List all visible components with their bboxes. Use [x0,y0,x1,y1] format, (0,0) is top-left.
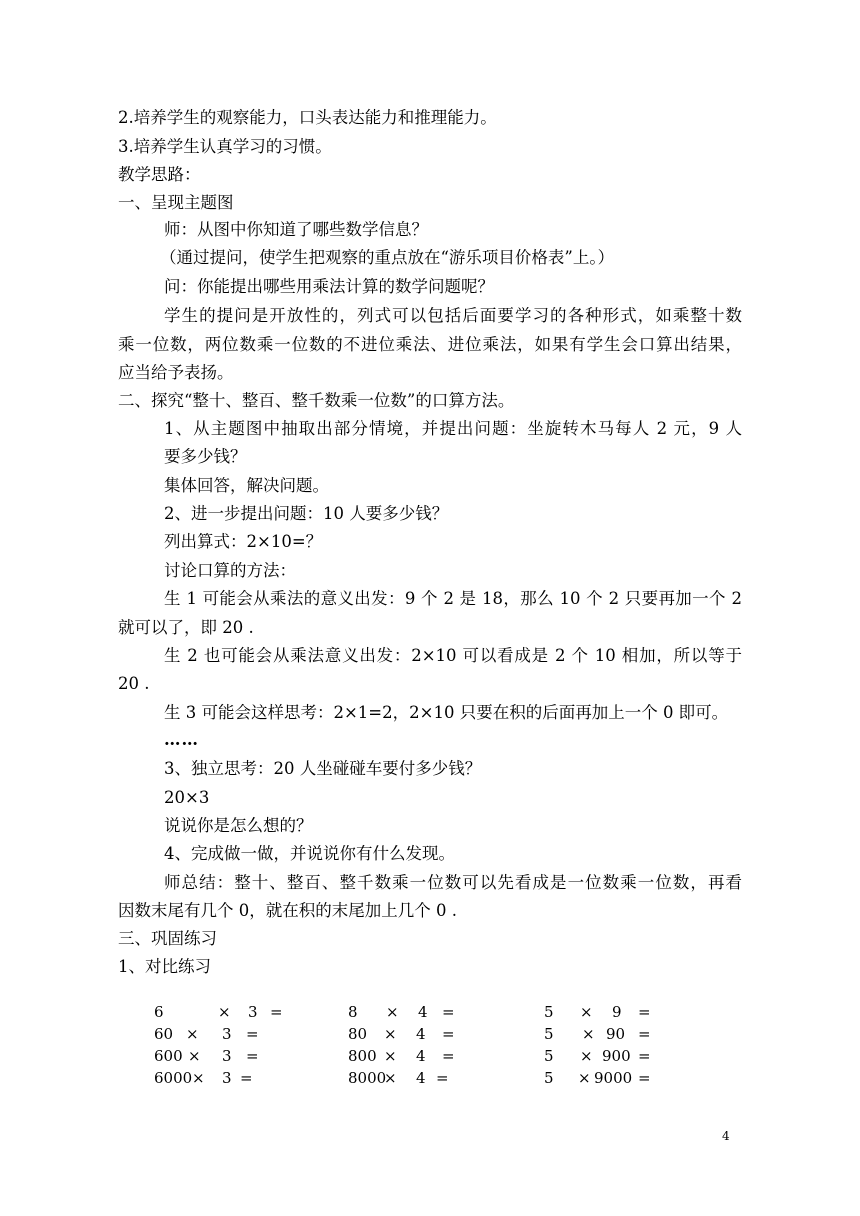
paragraph-line: 20 . [118,674,150,693]
paragraph-line: （通过提问，使学生把观察的重点放在“游乐项目价格表”上。） [160,248,615,267]
exercise-operand: 4 [416,1025,426,1043]
exercise-operand: 4 [416,1047,426,1065]
exercise-operand: 3 [222,1047,232,1065]
paragraph-line: 讨论口算的方法： [164,561,296,580]
exercise-equals: = [246,1047,259,1065]
exercise-operand: 6 [154,1003,164,1021]
exercise-operand: 6000 [154,1069,193,1087]
exercise-equals: = [442,1003,455,1021]
exercise-operand: 3 [222,1025,232,1043]
paragraph-line: 生 2 也可能会从乘法意义出发：2×10 可以看成是 2 个 10 相加，所以等于 [164,646,742,665]
section-heading-3: 三、巩固练习 [118,929,217,948]
exercise-equals: = [246,1025,259,1043]
paragraph-line: 4、完成做一做，并说说你有什么发现。 [164,844,455,863]
exercise-operator: × [582,1025,595,1043]
exercise-operand: 9000 [594,1069,633,1087]
exercise-equals: = [240,1069,253,1087]
exercise-operator: × [384,1025,397,1043]
exercise-operand: 5 [544,1025,554,1043]
paragraph-line: 师：从图中你知道了哪些数学信息？ [164,220,428,239]
exercise-operand: 800 [348,1047,377,1065]
exercise-operator: × [580,1003,593,1021]
exercise-row [0,1024,860,1044]
section-heading-teaching-ideas: 教学思路： [118,165,201,184]
exercise-operand: 3 [222,1069,232,1087]
exercise-equals: = [638,1069,651,1087]
exercise-operator: × [186,1025,199,1043]
exercise-operator: × [386,1003,399,1021]
paragraph-line: 学生的提问是开放性的，列式可以包括后面要学习的各种形式，如乘整十数 [164,306,742,325]
exercise-operand: 5 [544,1069,554,1087]
exercise-operand: 5 [544,1047,554,1065]
exercise-operator: × [188,1047,201,1065]
exercise-operand: 9 [612,1003,622,1021]
exercise-equals: = [638,1003,651,1021]
exercise-operand: 600 [154,1047,183,1065]
exercise-equals: = [436,1069,449,1087]
paragraph-line: 生 3 可能会这样思考：2×1=2，2×10 只要在积的后面再加上一个 0 即可。 [164,703,729,722]
exercise-operator: × [218,1003,231,1021]
paragraph-line: 3、独立思考：20 人坐碰碰车要付多少钱？ [164,759,482,778]
exercise-operand: 60 [154,1025,174,1043]
paragraph-line: 2、进一步提出问题：10 人要多少钱？ [164,504,449,523]
exercise-row [0,1002,860,1022]
paragraph-line: 因数末尾有几个 0，就在积的末尾加上几个 0 . [118,901,457,920]
exercise-operator: × [384,1047,397,1065]
section-heading-2: 二、探究“整十、整百、整千数乘一位数”的口算方法。 [118,391,515,410]
paragraph-line: 要多少钱？ [164,447,247,466]
paragraph-line: 1、从主题图中抽取出部分情境，并提出问题：坐旋转木马每人 2 元，9 人 [164,419,742,438]
paragraph-line: 应当给予表扬。 [118,363,234,382]
exercise-operator: × [580,1047,593,1065]
section-heading-1: 一、呈现主题图 [118,193,234,212]
exercise-equals: = [638,1025,651,1043]
paragraph-line: 乘一位数，两位数乘一位数的不进位乘法、进位乘法，如果有学生会口算出结果， [118,335,742,354]
exercise-operand: 5 [544,1003,554,1021]
objective-3: 3.培养学生认真学习的习惯。 [118,137,332,156]
exercise-row [0,1046,860,1066]
exercise-operand: 8 [348,1003,358,1021]
paragraph-line: 说说你是怎么想的？ [164,816,313,835]
exercise-equals: = [638,1047,651,1065]
exercise-operand: 8000 [348,1069,387,1087]
paragraph-line: 20×3 [164,788,210,807]
exercise-operator: × [192,1069,205,1087]
paragraph-line: 师总结：整十、整百、整千数乘一位数可以先看成是一位数乘一位数，再看 [164,873,742,892]
ellipsis: …… [164,730,199,749]
paragraph-line: 问：你能提出哪些用乘法计算的数学问题呢？ [164,277,494,296]
paragraph-line: 生 1 可能会从乘法的意义出发：9 个 2 是 18，那么 10 个 2 只要再加一个 2 [164,589,742,608]
paragraph-line: 列出算式：2×10=？ [164,532,323,551]
exercise-heading: 1、对比练习 [118,957,211,976]
exercise-operand: 4 [418,1003,428,1021]
exercise-equals: = [442,1025,455,1043]
objective-2: 2.培养学生的观察能力，口头表达能力和推理能力。 [118,108,497,127]
page-number: 4 [722,1129,730,1143]
exercise-operand: 3 [248,1003,258,1021]
exercise-operator: × [384,1069,397,1087]
paragraph-line: 就可以了，即 20 . [118,618,254,637]
exercise-equals: = [270,1003,283,1021]
exercise-row [0,1068,860,1088]
exercise-operand: 900 [602,1047,631,1065]
paragraph-line: 集体回答，解决问题。 [164,476,329,495]
exercise-operator: × [578,1069,591,1087]
exercise-operand: 4 [416,1069,426,1087]
exercise-equals: = [442,1047,455,1065]
exercise-operand: 90 [606,1025,626,1043]
exercise-operand: 80 [348,1025,368,1043]
